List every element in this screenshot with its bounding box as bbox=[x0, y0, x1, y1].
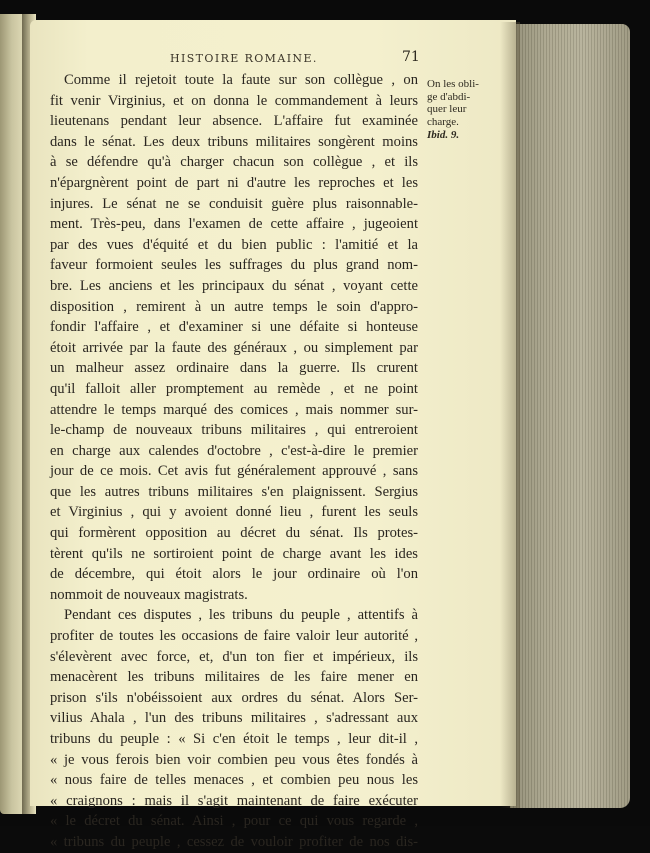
text-line: à se défendre qu'à charger chacun son collègue , et ils bbox=[50, 154, 418, 171]
text-line: dans le sénat. Les deux tribuns militaires songèrent moins bbox=[50, 133, 418, 150]
text-line: « nous faire de telles menaces , et combien peu nous les bbox=[50, 772, 418, 789]
marginal-note-line: ge d'abdi- bbox=[427, 90, 471, 103]
text-line: « tribuns du peuple , cessez de vouloir profiter de nos dis- bbox=[50, 833, 418, 850]
text-line: « craignons : mais il s'agit maintenant de faire exécuter bbox=[50, 792, 418, 809]
text-line: disposition , remirent à un autre temps le soin d'appro- bbox=[50, 298, 418, 315]
text-line: « je vous ferois bien voir combien peu vous êtes fondés à bbox=[50, 751, 418, 768]
text-line: tribuns du peuple : « Si c'en étoit le temps , leur dit-il , bbox=[50, 731, 418, 747]
page-edge-shadow bbox=[500, 22, 520, 808]
text-line: s'élevèrent avec force, et, d'un ton fier et impérieux, ils bbox=[50, 648, 418, 665]
text-line: menacèrent les tribuns militaires de les faire mener en bbox=[50, 669, 418, 686]
paragraph-2 bbox=[50, 605, 418, 852]
marginal-reference: Ibid. 9. bbox=[427, 129, 460, 141]
text-line: nommoit de nouveaux magistrats. bbox=[50, 586, 248, 603]
text-line: lieutenans pendant leur absence. L'affaire fut examinée bbox=[50, 113, 418, 130]
text-line: ment. Très-peu, dans l'examen de cette affaire , jugeoient bbox=[50, 216, 418, 233]
page-block-fore-edge bbox=[510, 24, 630, 808]
text-line: fit venir Virginius, et on donna le commandement à leurs bbox=[50, 92, 418, 109]
text-line: le-champ de nouveaux tribuns militaires , qui entreroient bbox=[50, 422, 418, 439]
text-line: qui formèrent opposition au décret du sénat. Ils protes- bbox=[50, 525, 418, 542]
text-line: et Virginius , qui y avoient donné lieu , furent les seuls bbox=[50, 504, 418, 521]
text-line: de décembre, qui étoit alors le jour ordinaire où l'on bbox=[50, 566, 418, 583]
text-line: injures. Le sénat ne se conduisit guère plus raisonnable- bbox=[50, 195, 418, 212]
text-line: Pendant ces disputes , les tribuns du peuple , attentifs à bbox=[64, 607, 418, 624]
text-line: profiter de toutes les occasions de faire valoir leur autorité , bbox=[50, 628, 418, 645]
paragraph-1 bbox=[50, 70, 418, 605]
text-line: n'épargnèrent point de part ni d'autre les reproches et les bbox=[50, 174, 418, 191]
text-line: bre. Les anciens et les principaux du sénat , voyant cette bbox=[50, 277, 418, 294]
text-line: prison s'ils n'obéissoient aux ordres du sénat. Alors Ser- bbox=[50, 689, 418, 706]
text-line: un malheur assez ordinaire dans la guerre. Ils crurent bbox=[50, 360, 418, 377]
marginal-note-line: quer leur bbox=[427, 103, 467, 115]
text-line: fondir l'affaire , et d'examiner si une défaite si honteuse bbox=[50, 319, 418, 336]
text-line: tèrent qu'ils ne sortiroient point de charge avant les ides bbox=[50, 545, 418, 562]
text-line: étoit arrivée par la faute des généraux , ou simplement par bbox=[50, 339, 418, 356]
marginal-note bbox=[427, 78, 489, 142]
text-line: Comme il rejetoit toute la faute sur son collègue , on bbox=[64, 72, 418, 88]
page-number: 71 bbox=[402, 49, 420, 65]
text-line: faveur formoient seules les suffrages du plus grand nom- bbox=[50, 257, 418, 274]
body-text bbox=[50, 70, 418, 853]
text-line: « le décret du sénat. Ainsi , pour ce qui vous regarde , bbox=[50, 813, 418, 830]
text-line: par des vues d'équité et du bien public : l'amitié et la bbox=[50, 236, 418, 253]
text-line: jour de ce mois. Cet avis fut généralement approuvé , sans bbox=[50, 463, 418, 480]
running-title: HISTOIRE ROMAINE. bbox=[170, 52, 318, 65]
text-line: attendre le temps marqué des comices , mais nommer sur- bbox=[50, 401, 418, 418]
text-line: en charge aux calendes d'octobre , c'est-à-dire le premier bbox=[50, 442, 418, 459]
text-line: que les autres tribuns militaires s'en plaignissent. Sergius bbox=[50, 483, 418, 500]
text-line: qu'il falloit aller promptement au remède , et ne point bbox=[50, 380, 418, 397]
text-line: vilius Ahala , l'un des tribuns militaires , s'adressant aux bbox=[50, 710, 418, 727]
marginal-note-line: On les obli- bbox=[427, 78, 479, 90]
marginal-note-line: charge. bbox=[427, 115, 459, 128]
